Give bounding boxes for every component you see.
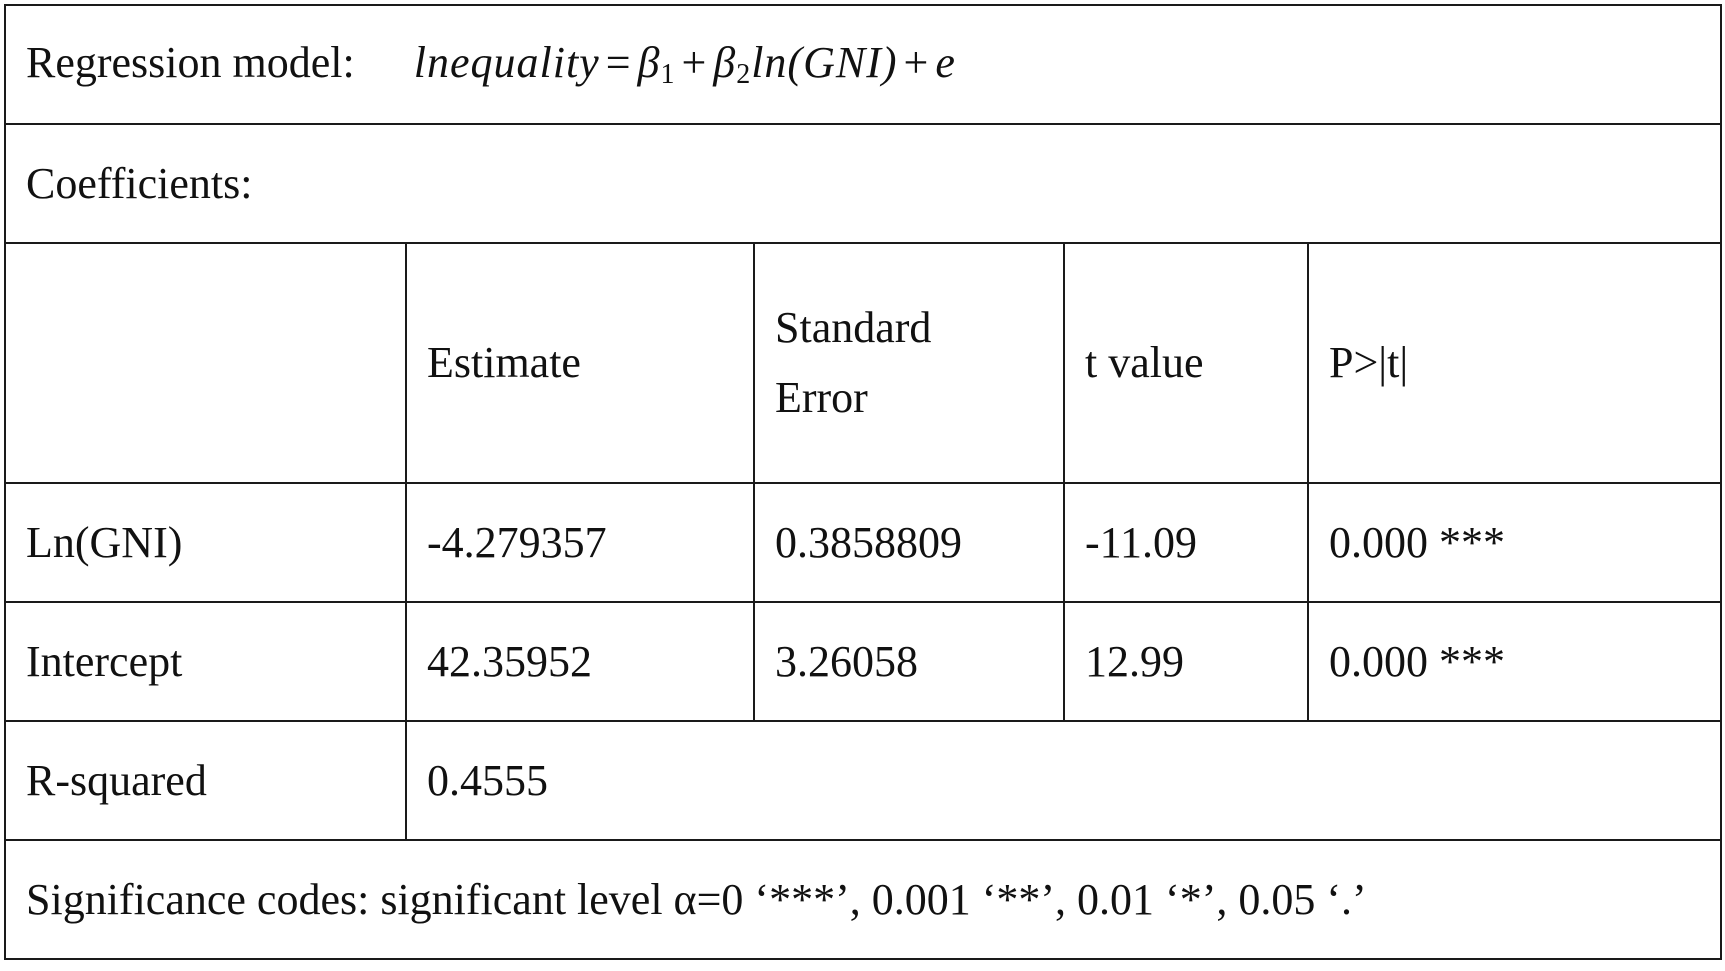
equation-beta1-sub: 1 [660,58,676,90]
rsquared-value: 0.4555 [406,721,1721,840]
row-t-value: -11.09 [1064,483,1308,602]
model-cell [5,5,1721,124]
equation-error: e [935,37,956,87]
row-estimate: -4.279357 [406,483,754,602]
header-estimate: Estimate [406,243,754,483]
coefficients-row [5,124,1721,243]
significance-codes: Significance codes: significant level α=0 ‘***’, 0.001 ‘**’, 0.01 ‘*’, 0.05 ‘.’ [5,840,1721,959]
table-row [5,602,1721,721]
equation-lhs: lnequality [413,37,600,87]
model-equation [413,37,956,90]
model-label: Regression model: [26,37,355,87]
row-estimate: 42.35952 [406,602,754,721]
equation-term: ln(GNI) [751,37,898,87]
row-t-value: 12.99 [1064,602,1308,721]
header-p-value: P>|t| [1308,243,1721,483]
rsquared-row [5,721,1721,840]
rsquared-label: R-squared [5,721,406,840]
header-stderr-line2: Error [775,373,868,422]
equation-plus-2: + [903,37,930,87]
regression-table [4,4,1722,960]
row-stderr: 0.3858809 [754,483,1064,602]
header-t-value: t value [1064,243,1308,483]
row-name: Intercept [5,602,406,721]
header-stderr-line1: Standard [775,303,932,352]
equation-plus-1: + [681,37,708,87]
row-stderr: 3.26058 [754,602,1064,721]
row-name: Ln(GNI) [5,483,406,602]
model-row [5,5,1721,124]
equation-beta2-sub: 2 [736,58,752,90]
equation-beta2: β [713,37,737,87]
header-row [5,243,1721,483]
row-p-value: 0.000 *** [1308,483,1721,602]
equation-beta1: β [637,37,661,87]
significance-row [5,840,1721,959]
header-standard-error [754,243,1064,483]
equation-equals: = [605,37,632,87]
row-p-value: 0.000 *** [1308,602,1721,721]
coefficients-label: Coefficients: [5,124,1721,243]
table-row [5,483,1721,602]
header-blank-cell [5,243,406,483]
